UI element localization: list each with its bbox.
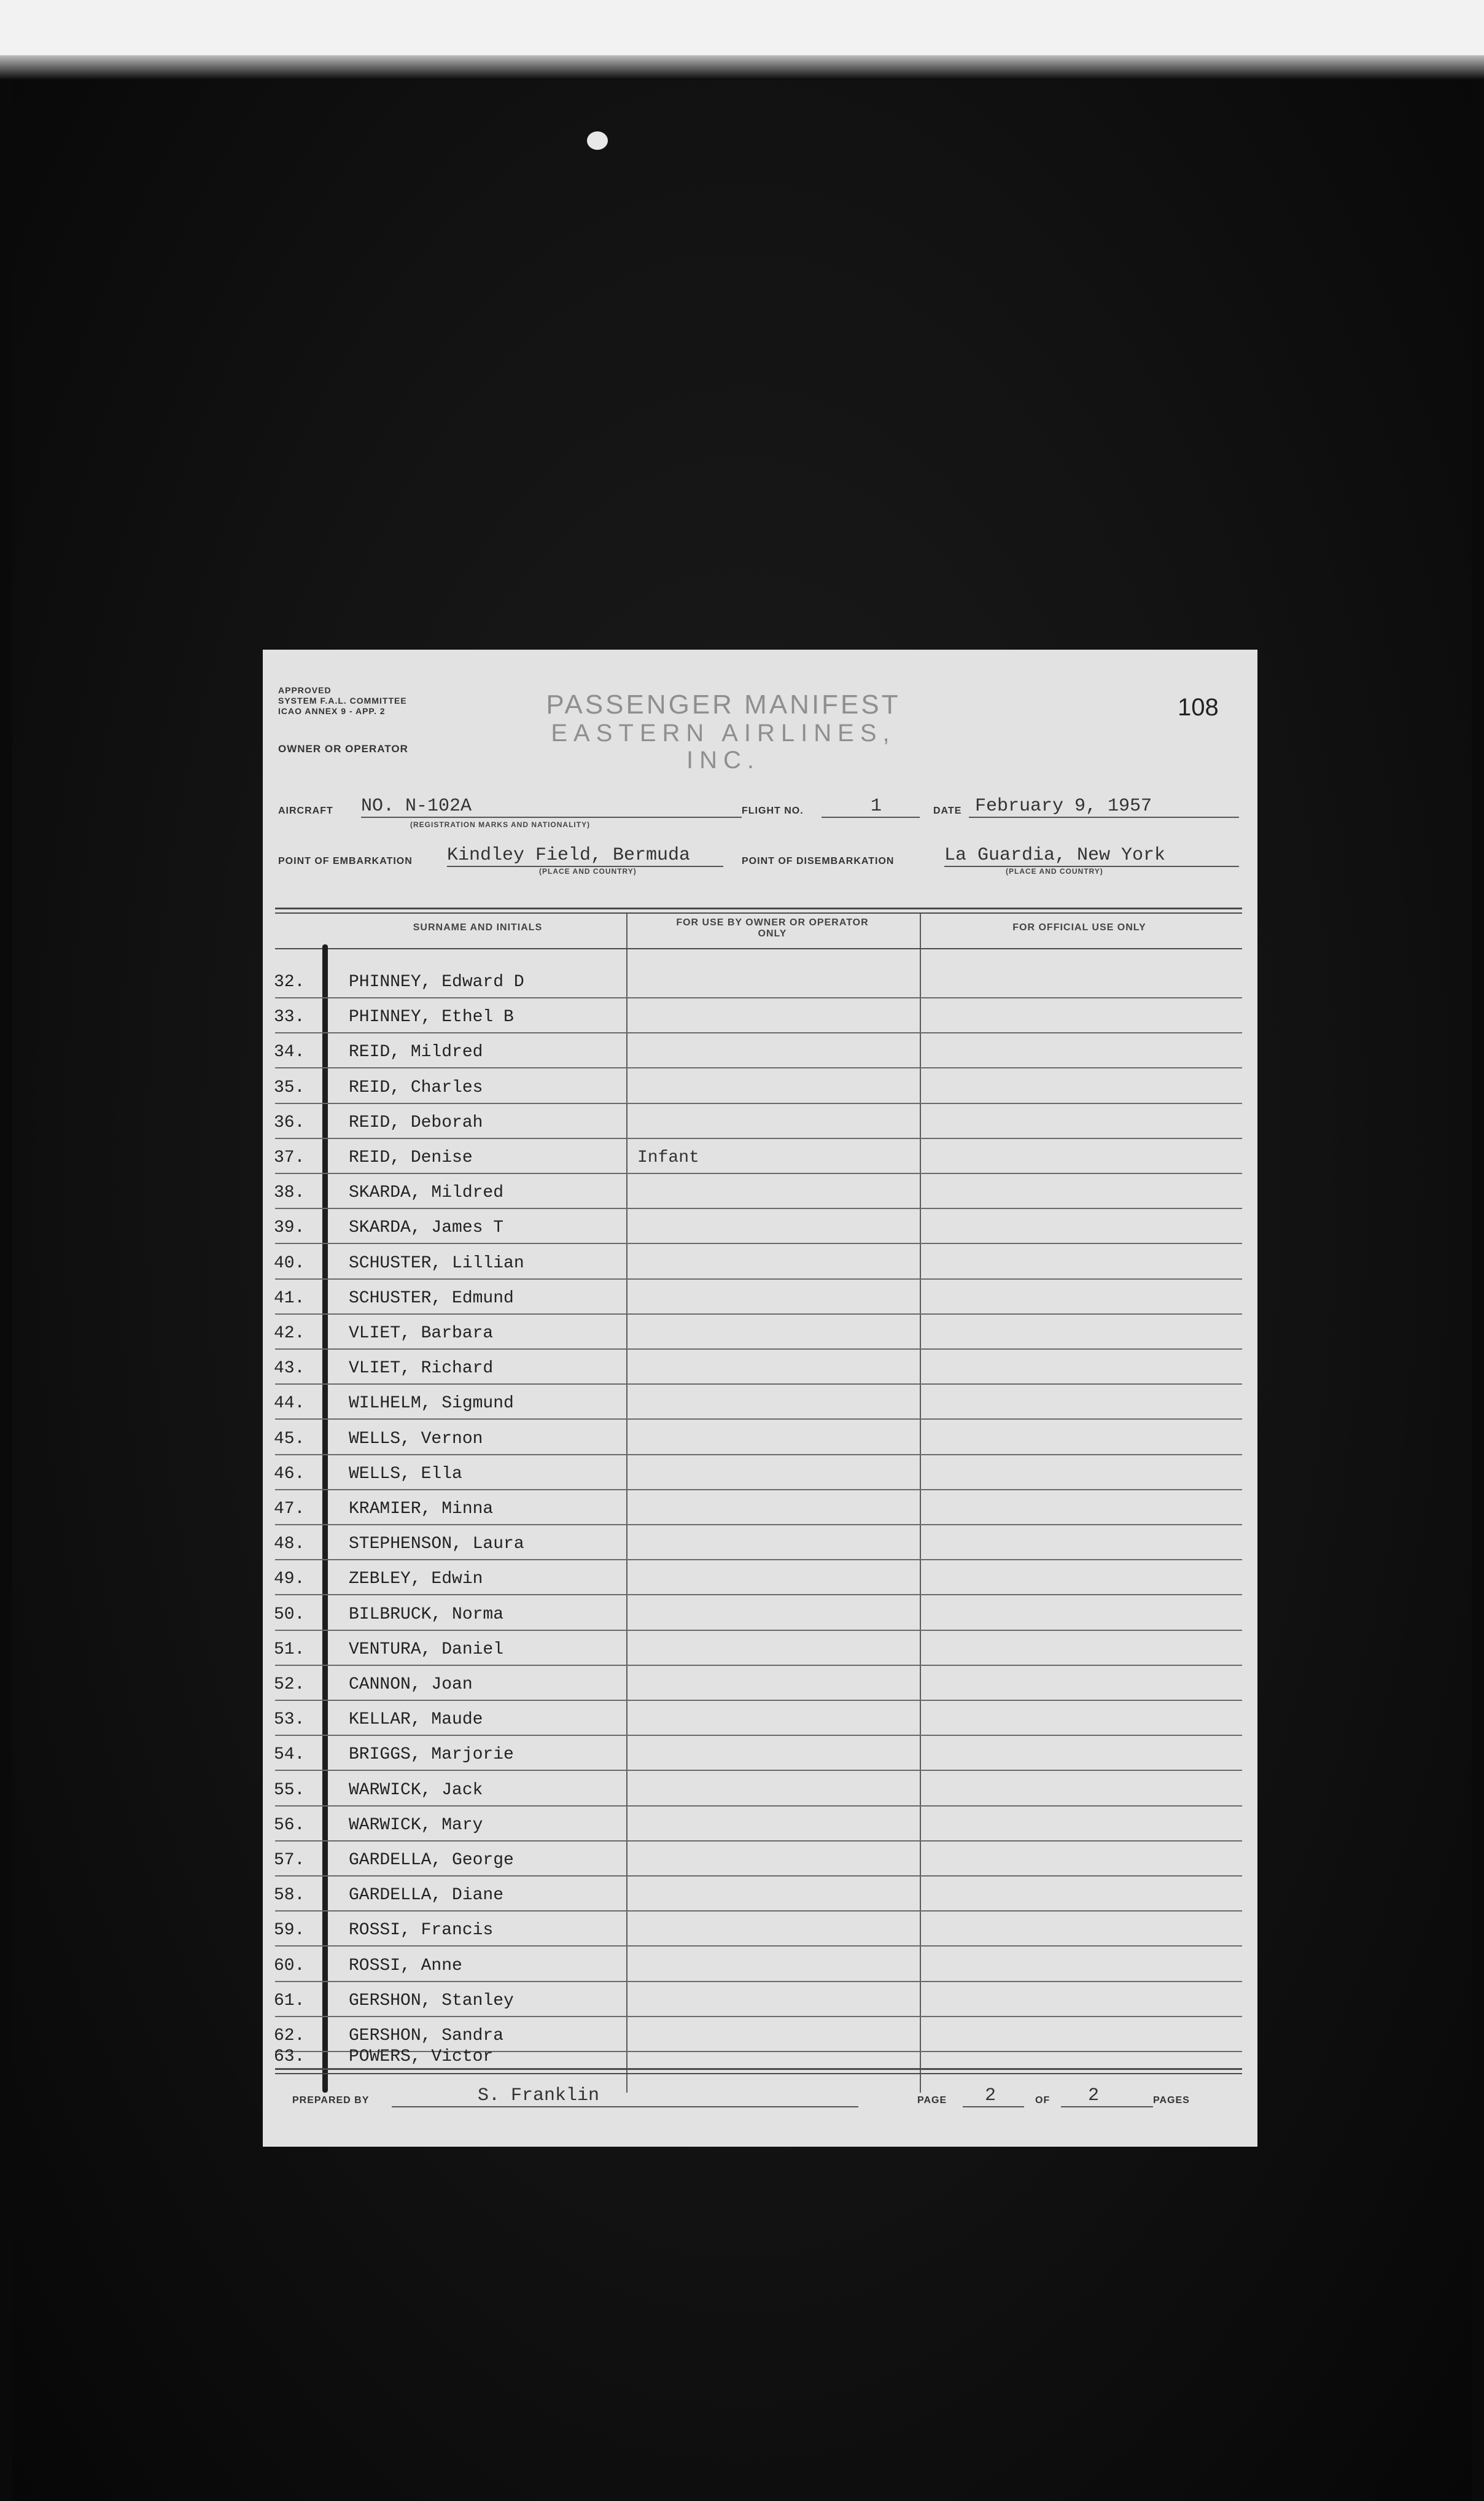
passenger-row bbox=[263, 1737, 1257, 1772]
approval-block bbox=[278, 685, 407, 717]
approval-line-2: SYSTEM F.A.L. COMMITTEE bbox=[278, 696, 407, 706]
passenger-name: REID, Denise bbox=[349, 1148, 473, 1167]
passenger-row bbox=[263, 1877, 1257, 1912]
header-bottom-rule bbox=[275, 948, 1242, 949]
passenger-number: 61. bbox=[274, 1991, 305, 2010]
passenger-row bbox=[263, 1948, 1257, 1983]
passenger-number: 56. bbox=[274, 1816, 305, 1835]
passenger-number: 40. bbox=[274, 1254, 305, 1273]
row-rule bbox=[275, 1489, 1242, 1490]
row-rule bbox=[275, 1208, 1242, 1209]
airline-name: EASTERN AIRLINES, INC. bbox=[551, 720, 896, 774]
passenger-name: VENTURA, Daniel bbox=[349, 1640, 504, 1659]
row-rule bbox=[275, 1173, 1242, 1174]
of-label: OF bbox=[1035, 2095, 1051, 2106]
passenger-name: ZEBLEY, Edwin bbox=[349, 1569, 483, 1589]
row-rule bbox=[275, 1735, 1242, 1736]
passenger-name: POWERS, Victor bbox=[349, 2047, 494, 2066]
passenger-number: 45. bbox=[274, 1429, 305, 1449]
passenger-row bbox=[263, 1105, 1257, 1140]
passenger-row bbox=[263, 1491, 1257, 1526]
page-stamp-number: 108 bbox=[1178, 694, 1219, 721]
passenger-row bbox=[263, 1280, 1257, 1315]
passenger-row bbox=[263, 1315, 1257, 1350]
passenger-number: 44. bbox=[274, 1394, 305, 1413]
approval-line-3: ICAO ANNEX 9 - APP. 2 bbox=[278, 706, 386, 716]
passenger-number: 41. bbox=[274, 1289, 305, 1308]
passenger-number: 62. bbox=[274, 2026, 305, 2045]
last-passenger-row bbox=[274, 2047, 494, 2066]
row-rule bbox=[275, 1243, 1242, 1244]
owner-operator-label: OWNER OR OPERATOR bbox=[278, 743, 408, 755]
passenger-number: 35. bbox=[274, 1078, 305, 1097]
aircraft-sublabel: (REGISTRATION MARKS AND NATIONALITY) bbox=[410, 820, 591, 829]
aircraft-label: AIRCRAFT bbox=[278, 806, 333, 816]
passenger-row bbox=[263, 1702, 1257, 1737]
passenger-number: 57. bbox=[274, 1851, 305, 1870]
passenger-number: 42. bbox=[274, 1324, 305, 1343]
passenger-number: 47. bbox=[274, 1499, 305, 1519]
disembarkation-value: La Guardia, New York bbox=[944, 845, 1166, 866]
passenger-name: GARDELLA, Diane bbox=[349, 1886, 504, 1905]
embarkation-value: Kindley Field, Bermuda bbox=[447, 845, 691, 866]
row-rule bbox=[275, 1665, 1242, 1666]
passenger-name: GERSHON, Stanley bbox=[349, 1991, 514, 2010]
row-rule bbox=[275, 1875, 1242, 1877]
passenger-name: GERSHON, Sandra bbox=[349, 2026, 504, 2045]
date-value: February 9, 1957 bbox=[975, 796, 1152, 817]
passenger-number: 46. bbox=[274, 1464, 305, 1484]
table-bottom-rule bbox=[275, 2068, 1242, 2070]
row-rule bbox=[275, 1418, 1242, 1420]
aircraft-value: NO. N-102A bbox=[361, 796, 472, 817]
passenger-name: ROSSI, Anne bbox=[349, 1956, 462, 1975]
row-rule bbox=[275, 1313, 1242, 1315]
disembarkation-label: POINT OF DISEMBARKATION bbox=[742, 856, 895, 866]
passenger-row bbox=[263, 1983, 1257, 2018]
embarkation-sublabel: (PLACE AND COUNTRY) bbox=[539, 867, 637, 876]
passenger-number: 50. bbox=[274, 1605, 305, 1624]
row-rule bbox=[275, 1630, 1242, 1631]
table-bottom-rule-2 bbox=[275, 2073, 1242, 2074]
table-top-rule bbox=[275, 908, 1242, 909]
date-label: DATE bbox=[933, 806, 962, 816]
passenger-row bbox=[263, 1561, 1257, 1596]
passenger-name: REID, Deborah bbox=[349, 1113, 483, 1132]
of-value: 2 bbox=[1088, 2085, 1100, 2106]
passenger-number: 55. bbox=[274, 1781, 305, 1800]
passenger-row bbox=[263, 1175, 1257, 1210]
passenger-number: 53. bbox=[274, 1710, 305, 1729]
row-rule bbox=[275, 1454, 1242, 1455]
passenger-name: PHINNEY, Edward D bbox=[349, 973, 524, 992]
flight-value: 1 bbox=[871, 796, 882, 817]
row-rule bbox=[275, 1910, 1242, 1912]
passenger-row bbox=[263, 1421, 1257, 1456]
passenger-row bbox=[263, 1070, 1257, 1105]
passenger-number: 63. bbox=[274, 2047, 305, 2066]
operator-note: Infant bbox=[637, 1148, 699, 1167]
passenger-name: WARWICK, Mary bbox=[349, 1816, 483, 1835]
row-rule bbox=[275, 1981, 1242, 1982]
passenger-number: 49. bbox=[274, 1569, 305, 1589]
passenger-name: SCHUSTER, Edmund bbox=[349, 1289, 514, 1308]
row-rule bbox=[275, 1103, 1242, 1104]
row-rule bbox=[275, 1278, 1242, 1280]
date-underline bbox=[969, 817, 1239, 818]
passenger-name: SCHUSTER, Lillian bbox=[349, 1254, 524, 1273]
passenger-name: KELLAR, Maude bbox=[349, 1710, 483, 1729]
film-border-top bbox=[0, 0, 1484, 55]
passenger-number: 38. bbox=[274, 1183, 305, 1202]
passenger-name: BRIGGS, Marjorie bbox=[349, 1745, 514, 1764]
passenger-number: 54. bbox=[274, 1745, 305, 1764]
row-rule bbox=[275, 1594, 1242, 1595]
passenger-number: 59. bbox=[274, 1921, 305, 1940]
row-rule bbox=[275, 1805, 1242, 1807]
pages-label: PAGES bbox=[1153, 2095, 1190, 2106]
passenger-row bbox=[263, 1667, 1257, 1702]
passenger-name: WARWICK, Jack bbox=[349, 1781, 483, 1800]
passenger-name: KRAMIER, Minna bbox=[349, 1499, 494, 1519]
passenger-name: REID, Charles bbox=[349, 1078, 483, 1097]
prepared-by-value: S. Franklin bbox=[478, 2085, 600, 2106]
passenger-number: 58. bbox=[274, 1886, 305, 1905]
passenger-row bbox=[263, 1597, 1257, 1632]
manifest-title: PASSENGER MANIFEST bbox=[546, 690, 901, 720]
passenger-row bbox=[263, 1456, 1257, 1491]
punch-hole bbox=[587, 131, 608, 150]
row-rule bbox=[275, 1559, 1242, 1560]
page-value: 2 bbox=[985, 2085, 996, 2106]
passenger-number: 51. bbox=[274, 1640, 305, 1659]
passenger-row bbox=[263, 1632, 1257, 1667]
passenger-number: 37. bbox=[274, 1148, 305, 1167]
passenger-number: 48. bbox=[274, 1534, 305, 1554]
passenger-name: BILBRUCK, Norma bbox=[349, 1605, 504, 1624]
row-rule bbox=[275, 1700, 1242, 1701]
page-underline bbox=[963, 2106, 1024, 2107]
passenger-name: STEPHENSON, Laura bbox=[349, 1534, 524, 1554]
passenger-row bbox=[263, 1034, 1257, 1069]
passenger-name: SKARDA, James T bbox=[349, 1218, 504, 1237]
of-underline bbox=[1061, 2106, 1153, 2107]
page-label: PAGE bbox=[917, 2095, 947, 2106]
passenger-name: SKARDA, Mildred bbox=[349, 1183, 504, 1202]
passenger-number: 60. bbox=[274, 1956, 305, 1975]
passenger-name: ROSSI, Francis bbox=[349, 1921, 494, 1940]
disembarkation-sublabel: (PLACE AND COUNTRY) bbox=[1006, 867, 1103, 876]
column-header-owner-use: FOR USE BY OWNER OR OPERATOR ONLY bbox=[676, 917, 869, 939]
aircraft-underline bbox=[361, 817, 742, 818]
passenger-number: 34. bbox=[274, 1043, 305, 1062]
passenger-number: 36. bbox=[274, 1113, 305, 1132]
table-top-rule-2 bbox=[275, 912, 1242, 914]
passenger-row bbox=[263, 1350, 1257, 1385]
row-rule bbox=[275, 1383, 1242, 1385]
passenger-number: 32. bbox=[274, 973, 305, 992]
passenger-row bbox=[263, 1385, 1257, 1420]
passenger-row bbox=[263, 1245, 1257, 1280]
passenger-name: VLIET, Barbara bbox=[349, 1324, 494, 1343]
row-rule bbox=[275, 1945, 1242, 1947]
embarkation-label: POINT OF EMBARKATION bbox=[278, 856, 413, 866]
row-rule bbox=[275, 1840, 1242, 1842]
prepared-by-label: PREPARED BY bbox=[292, 2095, 370, 2106]
column-header-name: SURNAME AND INITIALS bbox=[413, 922, 543, 933]
row-rule bbox=[275, 1138, 1242, 1139]
flight-underline bbox=[822, 817, 920, 818]
row-rule bbox=[275, 2016, 1242, 2017]
row-rule bbox=[275, 1524, 1242, 1525]
passenger-name: VLIET, Richard bbox=[349, 1359, 494, 1378]
passenger-row bbox=[263, 1842, 1257, 1877]
passenger-number: 33. bbox=[274, 1008, 305, 1027]
passenger-number: 52. bbox=[274, 1675, 305, 1694]
passenger-name: CANNON, Joan bbox=[349, 1675, 473, 1694]
prepared-by-underline bbox=[392, 2106, 858, 2107]
row-rule bbox=[275, 1770, 1242, 1771]
film-border-shadow bbox=[0, 55, 1484, 80]
passenger-number: 39. bbox=[274, 1218, 305, 1237]
row-rule bbox=[275, 997, 1242, 998]
passenger-name: GARDELLA, George bbox=[349, 1851, 514, 1870]
passenger-row bbox=[263, 964, 1257, 999]
passenger-name: WILHELM, Sigmund bbox=[349, 1394, 514, 1413]
manifest-sheet bbox=[263, 650, 1257, 2147]
passenger-name: WELLS, Vernon bbox=[349, 1429, 483, 1449]
row-rule bbox=[275, 1032, 1242, 1033]
passenger-row bbox=[263, 1772, 1257, 1807]
passenger-row bbox=[263, 1140, 1257, 1175]
approval-line-1: APPROVED bbox=[278, 685, 332, 695]
passenger-name: WELLS, Ella bbox=[349, 1464, 462, 1484]
passenger-row bbox=[263, 1210, 1257, 1245]
title-block bbox=[508, 690, 938, 774]
passenger-row bbox=[263, 1807, 1257, 1842]
passenger-name: PHINNEY, Ethel B bbox=[349, 1008, 514, 1027]
passenger-row bbox=[263, 1912, 1257, 1947]
passenger-row bbox=[263, 999, 1257, 1034]
passenger-name: REID, Mildred bbox=[349, 1043, 483, 1062]
column-header-official-use: FOR OFFICIAL USE ONLY bbox=[1012, 922, 1146, 933]
row-rule bbox=[275, 1348, 1242, 1350]
passenger-row bbox=[263, 1526, 1257, 1561]
row-rule bbox=[275, 1067, 1242, 1068]
flight-label: FLIGHT NO. bbox=[742, 806, 804, 816]
passenger-number: 43. bbox=[274, 1359, 305, 1378]
